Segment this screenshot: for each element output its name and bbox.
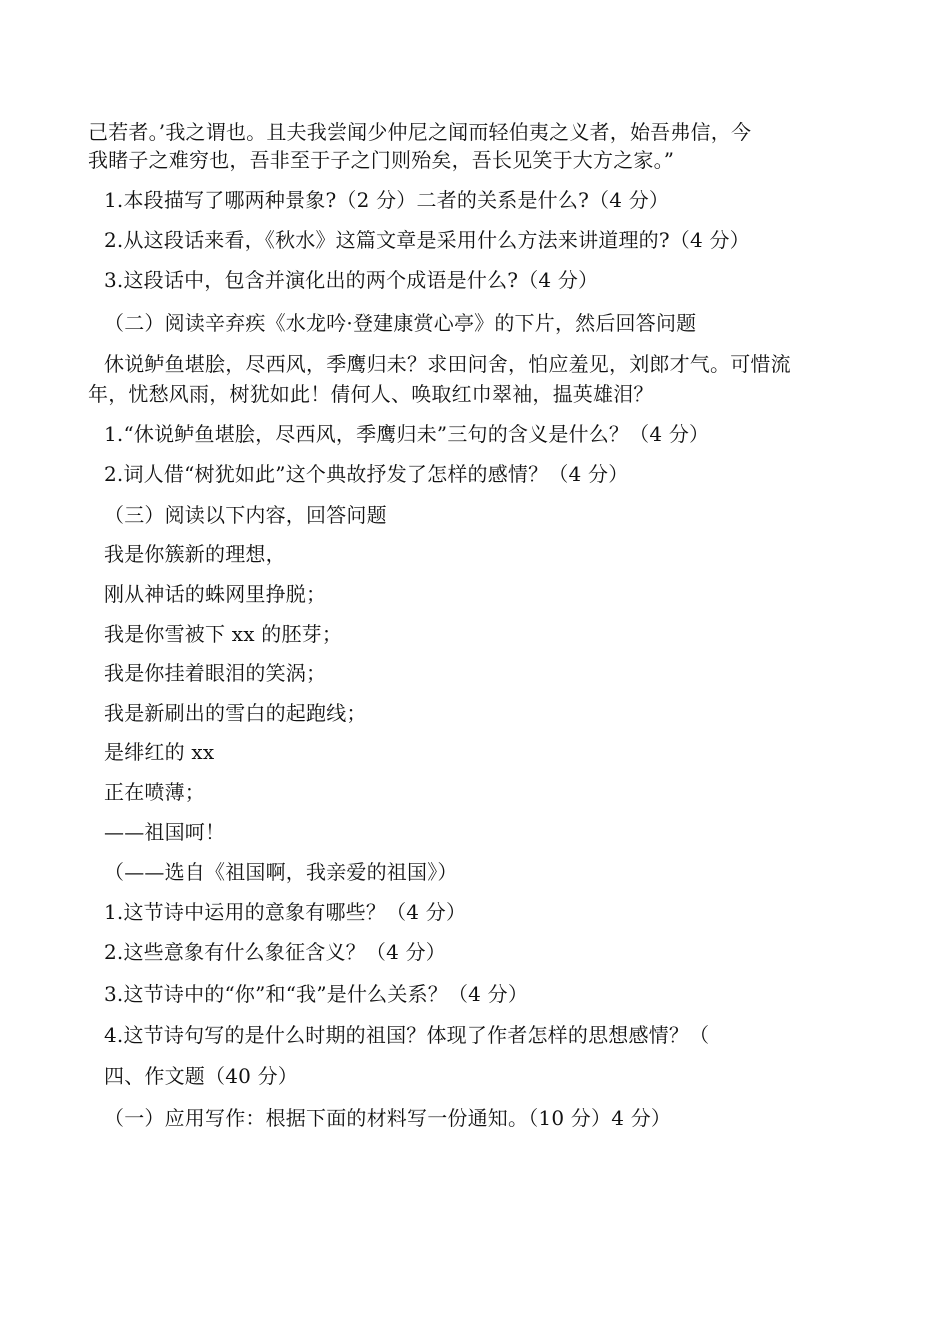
passage-line-2: 我睹子之难穷也，吾非至于子之门则殆矣，吾长见笑于大方之家。” bbox=[88, 148, 675, 172]
poem-3-line-6: 是绯红的 xx bbox=[104, 740, 215, 764]
section-4-heading: 四、作文题（40 分） bbox=[104, 1064, 299, 1088]
question-1-2: 2.从这段话来看，《秋水》这篇文章是采用什么方法来讲道理的?（4 分） bbox=[104, 228, 750, 252]
poem-3-line-4: 我是你挂着眼泪的笑涡； bbox=[104, 661, 327, 685]
question-3-2: 2.这些意象有什么象征含义？（4 分） bbox=[104, 940, 446, 964]
question-1-3: 3.这段话中，包含并演化出的两个成语是什么?（4 分） bbox=[104, 268, 599, 292]
poem-3-line-3: 我是你雪被下 xx 的胚芽； bbox=[104, 622, 343, 646]
question-3-3: 3.这节诗中的“你”和“我”是什么关系？（4 分） bbox=[104, 982, 529, 1006]
passage-line-1: 己若者。’我之谓也。且夫我尝闻少仲尼之闻而轻伯夷之义者，始吾弗信，今 bbox=[88, 120, 752, 144]
section-2-heading: （二）阅读辛弃疾《水龙吟·登建康赏心亭》的下片，然后回答问题 bbox=[104, 311, 697, 335]
section-3-heading: （三）阅读以下内容，回答问题 bbox=[104, 503, 387, 527]
poem-2-line-2: 年，忧愁风雨，树犹如此！倩何人、唤取红巾翠袖，揾英雄泪？ bbox=[88, 382, 654, 406]
poem-3-line-5: 我是新刷出的雪白的起跑线； bbox=[104, 701, 367, 725]
question-3-4: 4.这节诗句写的是什么时期的祖国？体现了作者怎样的思想感情？（ bbox=[104, 1023, 710, 1047]
poem-3-source: （——选自《祖国啊，我亲爱的祖国》） bbox=[104, 860, 458, 884]
poem-3-line-7: 正在喷薄； bbox=[104, 780, 205, 804]
question-1-1: 1.本段描写了哪两种景象?（2 分）二者的关系是什么?（4 分） bbox=[104, 188, 670, 212]
question-3-1: 1.这节诗中运用的意象有哪些？（4 分） bbox=[104, 900, 467, 924]
poem-2-line-1: 休说鲈鱼堪脍，尽西风，季鹰归未？求田问舍，怕应羞见，刘郎才气。可惜流 bbox=[104, 352, 791, 376]
question-2-2: 2.词人借“树犹如此”这个典故抒发了怎样的感情？（4 分） bbox=[104, 462, 629, 486]
question-2-1: 1.“休说鲈鱼堪脍，尽西风，季鹰归未”三句的含义是什么？（4 分） bbox=[104, 422, 710, 446]
poem-3-line-8: ——祖国呵！ bbox=[104, 820, 226, 844]
poem-3-line-2: 刚从神话的蛛网里挣脱； bbox=[104, 582, 327, 606]
poem-3-line-1: 我是你簇新的理想， bbox=[104, 542, 286, 566]
writing-task-1: （一）应用写作：根据下面的材料写一份通知。（10 分）4 分） bbox=[104, 1106, 672, 1130]
